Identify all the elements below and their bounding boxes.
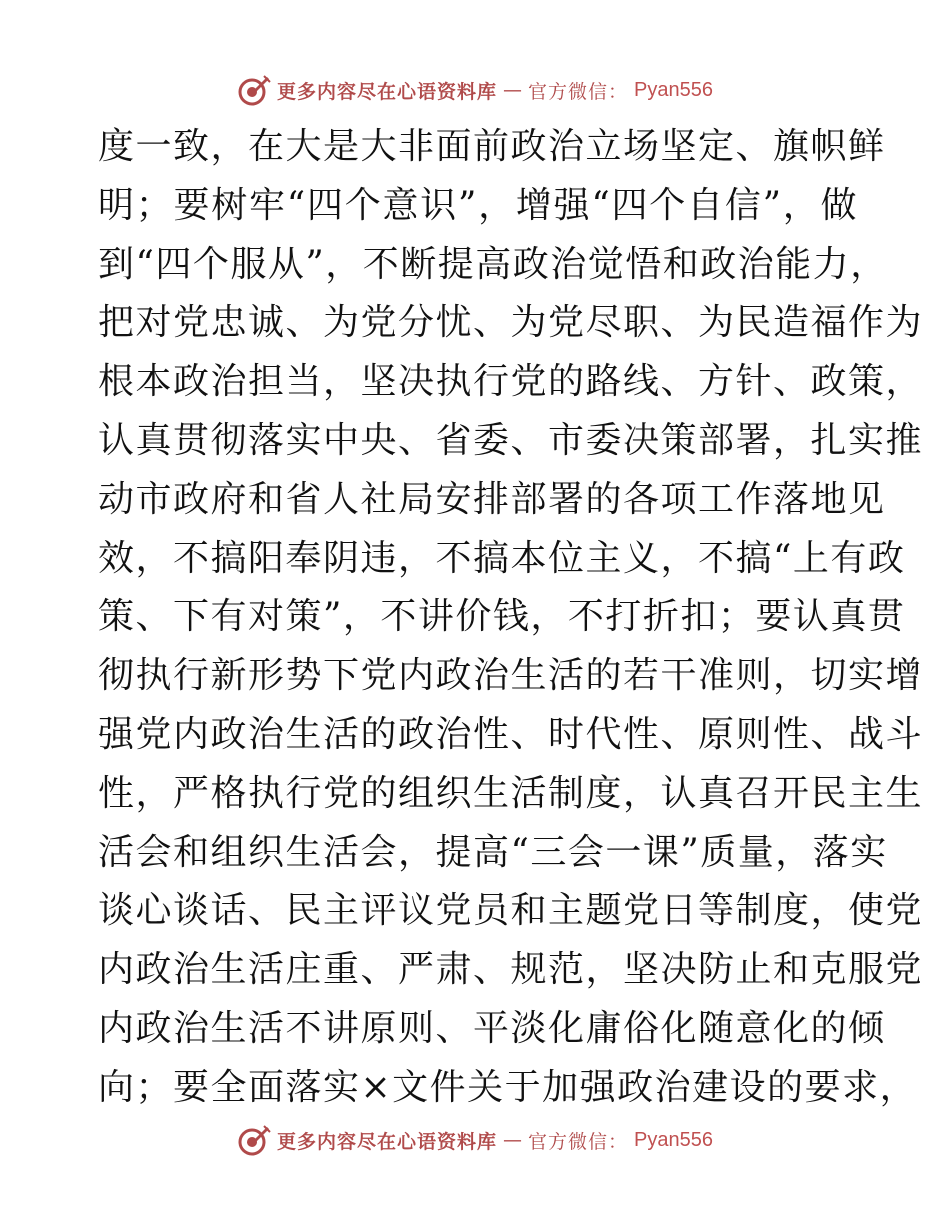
- footer-watermark: [0, 1122, 950, 1158]
- watermark-wechat-id: Pyan556: [634, 1128, 713, 1151]
- text-line: 把对党忠诚、为党分忧、为党尽职、为民造福作为: [98, 302, 924, 344]
- text-line: 强党内政治生活的政治性、时代性、原则性、战斗: [98, 713, 924, 755]
- watermark-separator: —: [503, 1129, 523, 1151]
- text-line: 策、下有对策”，不讲价钱，不打折扣；要认真贯: [98, 596, 906, 638]
- header-watermark: [0, 72, 950, 108]
- text-line: 彻执行新形势下党内政治生活的若干准则，切实增: [98, 655, 924, 697]
- text-line: 活会和组织生活会，提高“三会一课”质量，落实: [98, 831, 888, 873]
- watermark-separator: —: [503, 79, 523, 101]
- text-line: 认真贯彻落实中央、省委、市委决策部署，扎实推: [98, 419, 924, 461]
- watermark-brand: 更多内容尽在心语资料库: [277, 1130, 498, 1153]
- watermark-brand: 更多内容尽在心语资料库: [277, 80, 498, 103]
- text-line: 效，不搞阳奉阴违，不搞本位主义，不搞“上有政: [98, 537, 906, 579]
- document-body: [98, 118, 924, 1118]
- watermark-label: 官方微信：: [528, 80, 629, 103]
- text-line: 根本政治担当，坚决执行党的路线、方针、政策，: [98, 361, 924, 403]
- text-line: 性，严格执行党的组织生活制度，认真召开民主生: [98, 772, 924, 814]
- text-line: 向；要全面落实×文件关于加强政治建设的要求，: [98, 1066, 918, 1108]
- watermark-wechat-id: Pyan556: [634, 78, 713, 101]
- watermark-label: 官方微信：: [528, 1130, 629, 1153]
- pen-logo-icon: [237, 1123, 271, 1157]
- text-line: 谈心谈话、民主评议党员和主题党日等制度，使党: [98, 890, 924, 932]
- text-line: 明；要树牢“四个意识”，增强“四个自信”，做: [98, 184, 858, 226]
- text-line: 动市政府和省人社局安排部署的各项工作落地见: [98, 478, 886, 520]
- text-line: 内政治生活不讲原则、平淡化庸俗化随意化的倾: [98, 1007, 886, 1049]
- text-line: 内政治生活庄重、严肃、规范，坚决防止和克服党: [98, 949, 924, 991]
- text-line: 到“四个服从”，不断提高政治觉悟和政治能力，: [98, 243, 888, 285]
- pen-logo-icon: [237, 73, 271, 107]
- text-line: 度一致，在大是大非面前政治立场坚定、旗帜鲜: [98, 126, 886, 167]
